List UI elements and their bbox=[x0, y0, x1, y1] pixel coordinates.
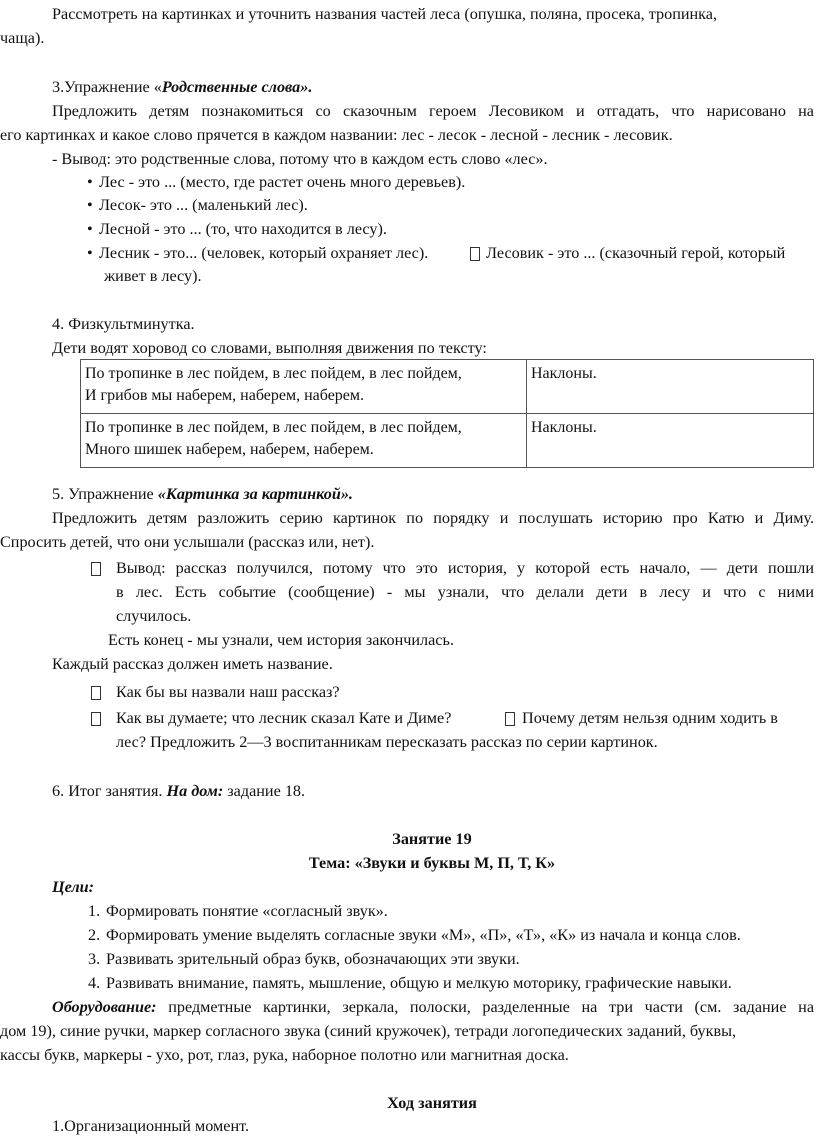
ex5-question-2a: Как вы думаете; что лесник сказал Кате и Диме? bbox=[116, 709, 452, 727]
goals-label: Цели: bbox=[52, 878, 95, 896]
song-line: По тропинке в лес пойдем, в лес пойдем, в лес пойдем, bbox=[85, 419, 462, 436]
table-row bbox=[81, 360, 814, 414]
goal-item-1: Формировать понятие «согласный звук». bbox=[106, 902, 388, 920]
ex5-title: «Картинка за картинкой». bbox=[157, 485, 353, 503]
ex3-bullet-5: Лесовик - это ... (сказочный герой, который bbox=[486, 244, 786, 262]
ex3-bullet-5-cont: живет в лесу). bbox=[104, 267, 202, 285]
goal-item-2: Формировать умение выделять согласные звуки «М», «П», «Т», «К» из начала и конца слов. bbox=[106, 926, 741, 944]
ex3-title: Родственные слова». bbox=[161, 78, 313, 96]
equipment-label: Оборудование: bbox=[52, 998, 157, 1016]
missing-glyph-icon bbox=[91, 562, 101, 576]
ex5-conclusion-line-2: в лес. Есть событие (сообщение) - мы узнали, что делали дети в лесу и что с ними bbox=[116, 583, 814, 601]
bullet-mark: • bbox=[87, 244, 93, 262]
goal-number: 4. bbox=[88, 974, 101, 992]
ex3-bullet-2: Лесок- это ... (маленький лес). bbox=[99, 196, 308, 214]
ex5-prefix: 5. Упражнение bbox=[52, 485, 158, 503]
song-line: И грибов мы наберем, наберем, наберем. bbox=[85, 387, 365, 404]
bullet-mark: • bbox=[87, 220, 93, 238]
ex5-paragraph-line-1: Предложить детям разложить серию картинок по порядку и послушать историю про Катю и Диму. bbox=[52, 509, 814, 527]
ex5-conclusion-line-1: Вывод: рассказ получился, потому что это история, у которой есть начало, — дети пошли bbox=[116, 559, 814, 577]
ex5-conclusion-line-3: случилось. bbox=[116, 607, 192, 625]
ex5-question-1: Как бы вы назвали наш рассказ? bbox=[116, 683, 340, 701]
course-title: Ход занятия bbox=[387, 1094, 477, 1112]
lesson-title: Занятие 19 bbox=[392, 830, 472, 848]
goal-number: 2. bbox=[88, 926, 101, 944]
ex4-intro: Дети водят хоровод со словами, выполняя движения по тексту: bbox=[52, 339, 487, 357]
ex5-question-2-line-2: лес? Предложить 2—3 воспитанникам пересказать рассказ по серии картинок. bbox=[116, 733, 658, 751]
goal-item-4: Развивать внимание, память, мышление, общую и мелкую моторику, графические навыки. bbox=[106, 974, 732, 992]
missing-glyph-icon bbox=[470, 247, 480, 261]
table-row bbox=[81, 414, 814, 468]
equipment-text: предметные картинки, зеркала, полоски, разделенные на три части (см. задание на bbox=[168, 998, 815, 1016]
ex5-paragraph-line-2: Спросить детей, что они услышали (рассказ или, нет). bbox=[0, 533, 375, 551]
table-cell-text bbox=[81, 360, 527, 414]
ex3-conclusion: - Вывод: это родственные слова, потому что в каждом есть слово «лес». bbox=[52, 150, 548, 168]
exercise-table bbox=[80, 359, 814, 468]
bullet-mark: • bbox=[87, 196, 93, 214]
ex5-question-2b: Почему детям нельзя одним ходить в bbox=[522, 709, 778, 727]
ex5-end-line: Есть конец - мы узнали, чем история закончилась. bbox=[108, 631, 454, 649]
goal-item-3: Развивать зрительный образ букв, обозначающих эти звуки. bbox=[106, 950, 520, 968]
step-1: 1.Организационный момент. bbox=[52, 1117, 250, 1135]
ex3-heading bbox=[52, 79, 312, 95]
missing-glyph-icon bbox=[505, 712, 515, 726]
ex4-heading: 4. Физкультминутка. bbox=[52, 315, 195, 333]
table-cell-action: Наклоны. bbox=[527, 360, 814, 414]
ex3-bullet-4: Лесник - это... (человек, который охраняет лес). bbox=[99, 244, 429, 262]
ex6-prefix: 6. Итог занятия. bbox=[52, 782, 167, 800]
ex3-paragraph-line-2: его картинках и какое слово прячется в каждом названии: лес - лесок - лесной - лесник - лесовик. bbox=[0, 126, 673, 144]
missing-glyph-icon bbox=[91, 712, 101, 726]
equipment-line-2: дом 19), синие ручки, маркер согласного звука (синий кружочек), тетради логопедических заданий, буквы, bbox=[0, 1022, 737, 1040]
table-cell-text bbox=[81, 414, 527, 468]
song-line: По тропинке в лес пойдем, в лес пойдем, в лес пойдем, bbox=[85, 365, 462, 382]
ex5-title-line: Каждый рассказ должен иметь название. bbox=[52, 655, 333, 673]
song-line: Много шишек наберем, наберем, наберем. bbox=[85, 441, 374, 458]
ex5-heading bbox=[52, 486, 353, 502]
ex3-paragraph-line-1: Предложить детям познакомиться со сказочным героем Лесовиком и отгадать, что нарисовано на bbox=[52, 102, 814, 120]
intro-line-1: Рассмотреть на картинках и уточнить названия частей леса (опушка, поляна, просека, тропинка, bbox=[52, 5, 718, 23]
ex6-line bbox=[52, 783, 305, 799]
lesson-theme: Тема: «Звуки и буквы М, П, Т, К» bbox=[308, 854, 556, 872]
ex3-bullet-3: Лесной - это ... (то, что находится в лесу). bbox=[99, 220, 387, 238]
table-cell-action: Наклоны. bbox=[527, 414, 814, 468]
ex3-bullet-1: Лес - это ... (место, где растет очень много деревьев). bbox=[99, 173, 466, 191]
ex6-home-label: На дом: bbox=[166, 782, 224, 800]
bullet-mark: • bbox=[87, 173, 93, 191]
equipment-line-1 bbox=[52, 999, 814, 1015]
missing-glyph-icon bbox=[91, 686, 101, 700]
ex3-prefix: 3.Упражнение « bbox=[52, 78, 162, 96]
intro-line-2: чаща). bbox=[0, 29, 45, 47]
equipment-line-3: кассы букв, маркеры - ухо, рот, глаз, рука, наборное полотно или магнитная доска. bbox=[0, 1046, 569, 1064]
goal-number: 1. bbox=[88, 902, 101, 920]
ex6-suffix: задание 18. bbox=[223, 782, 306, 800]
goal-number: 3. bbox=[88, 950, 101, 968]
